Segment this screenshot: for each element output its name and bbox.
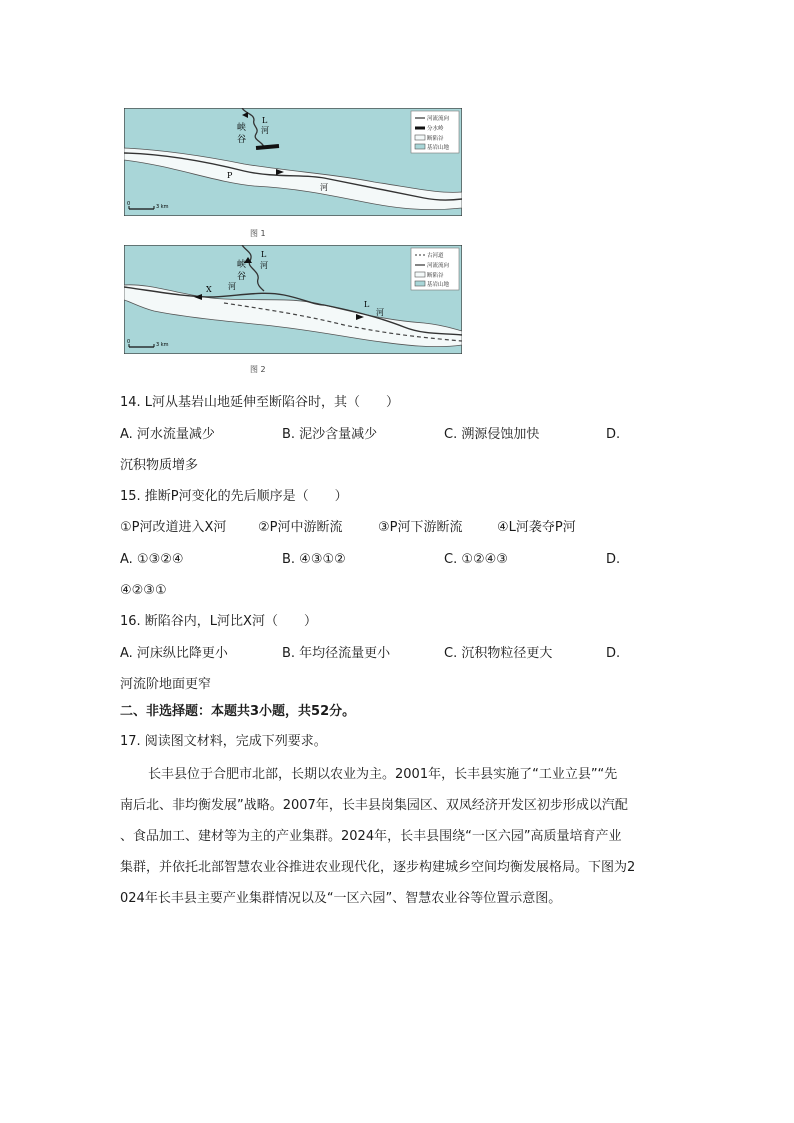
map-label: 河	[376, 308, 384, 317]
q16-option-d-label: D.	[606, 646, 621, 661]
map-label: 峡	[237, 260, 247, 270]
q15-item-3: ③P河下游断流	[378, 520, 463, 535]
q14-option-b: B. 泥沙含量减少	[282, 427, 378, 442]
scale-label: 0	[127, 339, 131, 345]
section-heading: 二、非选择题：本题共3小题，共52分。	[120, 704, 356, 719]
legend-item: 分水岭	[427, 126, 444, 132]
q16-option-b: B. 年均径流量更小	[282, 646, 391, 661]
map-label: 河	[228, 282, 236, 291]
paragraph-line: 024年长丰县主要产业集群情况以及“一区六园”、智慧农业谷等位置示意图。	[120, 891, 562, 906]
scale-label: 3 km	[156, 342, 169, 348]
scale-label: 3 km	[156, 204, 169, 210]
figure-1-caption: 图 1	[250, 229, 266, 238]
paragraph-line: 南后北、非均衡发展”战略。2007年，长丰县岗集园区、双凤经济开发区初步形成以汽配	[120, 798, 628, 813]
q15-item-4: ④L河袭夺P河	[497, 520, 576, 535]
q16-option-a: A. 河床纵比降更小	[120, 646, 228, 661]
q15-option-b: B. ④③①②	[282, 552, 346, 567]
legend-item: 基岩山地	[427, 282, 450, 288]
map-label: 河	[320, 183, 328, 192]
map-label: 河	[261, 126, 269, 135]
figure-1-svg	[124, 108, 462, 216]
legend-item: 古河道	[427, 253, 444, 259]
question-14-stem: 14. L河从基岩山地延伸至断陷谷时，其（ ）	[120, 395, 400, 410]
figure-1-map	[124, 108, 462, 216]
q14-option-a: A. 河水流量减少	[120, 427, 215, 442]
map-label: P	[227, 171, 233, 180]
legend-item: 河流流向	[427, 116, 450, 122]
figure-2-caption: 图 2	[250, 365, 266, 374]
scale-label: 0	[127, 201, 131, 207]
q15-option-c: C. ①②④③	[444, 552, 508, 567]
q14-option-c: C. 溯源侵蚀加快	[444, 427, 540, 442]
legend-item: 河流流向	[427, 263, 450, 269]
map-label: L	[262, 116, 268, 125]
q15-item-2: ②P河中游断流	[258, 520, 343, 535]
q16-option-d-text: 河流阶地面更窄	[120, 677, 212, 692]
map-label: 谷	[237, 272, 247, 282]
watershed-line	[256, 146, 279, 148]
figure-2-map	[124, 245, 462, 354]
map-label: 河	[260, 261, 268, 270]
legend-item: 基岩山地	[427, 145, 450, 151]
paragraph-line: 长丰县位于合肥市北部，长期以农业为主。2001年，长丰县实施了“工业立县”“先	[148, 767, 618, 782]
q15-option-a: A. ①③②④	[120, 552, 184, 567]
legend-item: 断陷谷	[427, 136, 444, 142]
map-label: L	[364, 300, 370, 309]
q15-item-1: ①P河改道进入X河	[120, 520, 227, 535]
question-17-stem: 17. 阅读图文材料，完成下列要求。	[120, 734, 327, 749]
question-15-stem: 15. 推断P河变化的先后顺序是（ ）	[120, 489, 348, 504]
q14-option-d-label: D.	[606, 427, 621, 442]
q15-option-d-text: ④②③①	[120, 583, 167, 598]
map-label: X	[206, 285, 212, 294]
q14-option-d-text: 沉积物质增多	[120, 458, 199, 473]
map-label: 谷	[237, 135, 247, 145]
map-label: L	[261, 250, 267, 259]
figure-2-svg	[124, 245, 462, 354]
q16-option-c: C. 沉积物粒径更大	[444, 646, 553, 661]
question-16-stem: 16. 断陷谷内，L河比X河（ ）	[120, 614, 317, 629]
paragraph-line: 集群，并依托北部智慧农业谷推进农业现代化，逐步构建城乡空间均衡发展格局。下图为2	[120, 860, 636, 875]
paragraph-line: 、食品加工、建材等为主的产业集群。2024年，长丰县围绕“一区六园”高质量培育产业	[120, 829, 622, 844]
legend-item: 断陷谷	[427, 273, 444, 279]
map-label: 峡	[237, 123, 247, 133]
q15-option-d-label: D.	[606, 552, 621, 567]
